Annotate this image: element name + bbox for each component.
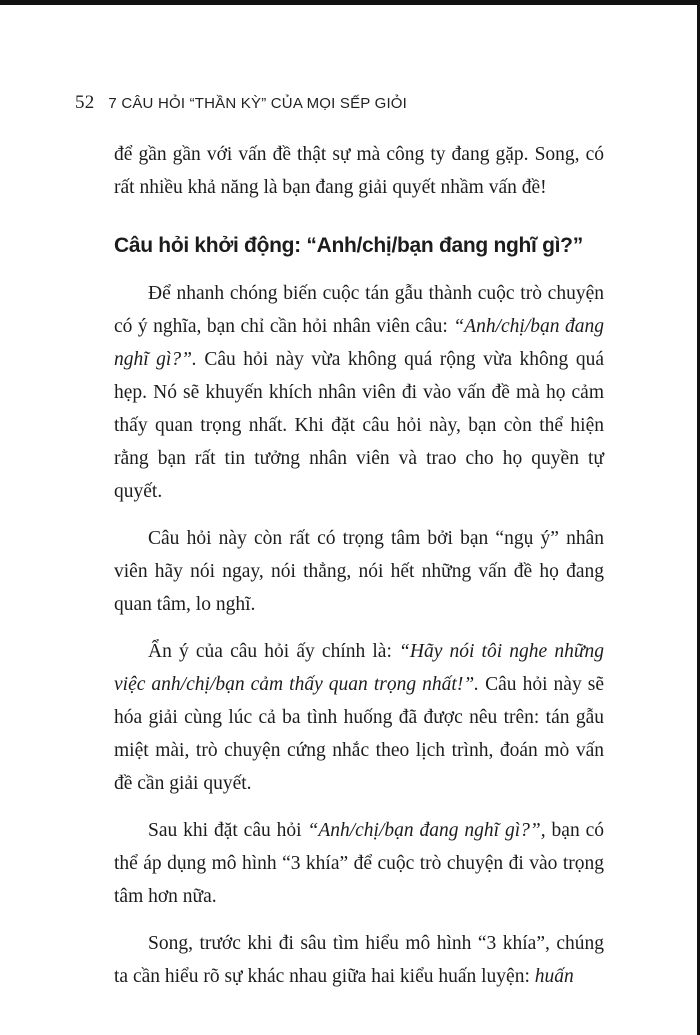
paragraph-2: [114, 277, 604, 508]
page-body: [114, 138, 604, 993]
paragraph-6: [114, 927, 604, 993]
paragraph-6-text-a: Song, trước khi đi sâu tìm hiểu mô hình “3 khía”, chúng ta cần hiểu rõ sự khác nhau giữa hai kiểu huấn luyện:: [114, 933, 604, 987]
running-header: [75, 92, 407, 114]
paragraph-2-quote: “Anh/chị/bạn đang nghĩ gì?”.: [114, 316, 604, 370]
paragraph-5: [114, 814, 604, 913]
paragraph-4: [114, 635, 604, 800]
paragraph-2-text-a: Để nhanh chóng biến cuộc tán gẫu thành cuộc trò chuyện có ý nghĩa, bạn chỉ cần hỏi nhân viên câu:: [114, 283, 604, 337]
paragraph-5-quote: “Anh/chị/bạn đang nghĩ gì?”,: [307, 820, 546, 841]
paragraph-1: để gần gần với vấn đề thật sự mà công ty đang gặp. Song, có rất nhiều khả năng là bạn đang giải quyết nhầm vấn đề!: [114, 144, 604, 198]
section-heading: Câu hỏi khởi động: “Anh/chị/bạn đang nghĩ gì?”: [114, 234, 583, 257]
paragraph-5-text-a: Sau khi đặt câu hỏi: [148, 820, 308, 841]
page-number: 52: [75, 92, 95, 113]
paragraph-6-italic-word: huấn: [534, 966, 574, 987]
paragraph-4-text-b: Câu hỏi này sẽ hóa giải cùng lúc cả ba tình huống đã được nêu trên: tán gẫu miệt mài, trò chuyện cứng nhắc theo lịch trình, đoán mò vấn đề cần giải quyết.: [114, 674, 604, 794]
book-title: 7 CÂU HỎI “THẦN KỲ” CỦA MỌI SẾP GIỎI: [108, 95, 408, 112]
paragraph-2-text-b: Câu hỏi này vừa không quá rộng vừa không quá hẹp. Nó sẽ khuyến khích nhân viên đi vào vấn đề mà họ cảm thấy quan trọng nhất. Khi đặt câu hỏi này, bạn còn thể hiện rằng bạn rất tin tưởng nhân viên và trao cho họ quyền tự quyết.: [114, 349, 604, 502]
paragraph-4-text-a: Ẩn ý của câu hỏi ấy chính là:: [148, 641, 400, 662]
paragraph-5-text-b: bạn có thể áp dụng mô hình “3 khía” để cuộc trò chuyện đi vào trọng tâm hơn nữa.: [114, 820, 604, 907]
paragraph-3: Câu hỏi này còn rất có trọng tâm bởi bạn “ngụ ý” nhân viên hãy nói ngay, nói thẳng, nói hết những vấn đề họ đang quan tâm, lo nghĩ.: [114, 528, 604, 615]
top-border: [0, 0, 700, 5]
paragraph-4-quote: “Hãy nói tôi nghe những việc anh/chị/bạn cảm thấy quan trọng nhất!”.: [114, 641, 604, 695]
